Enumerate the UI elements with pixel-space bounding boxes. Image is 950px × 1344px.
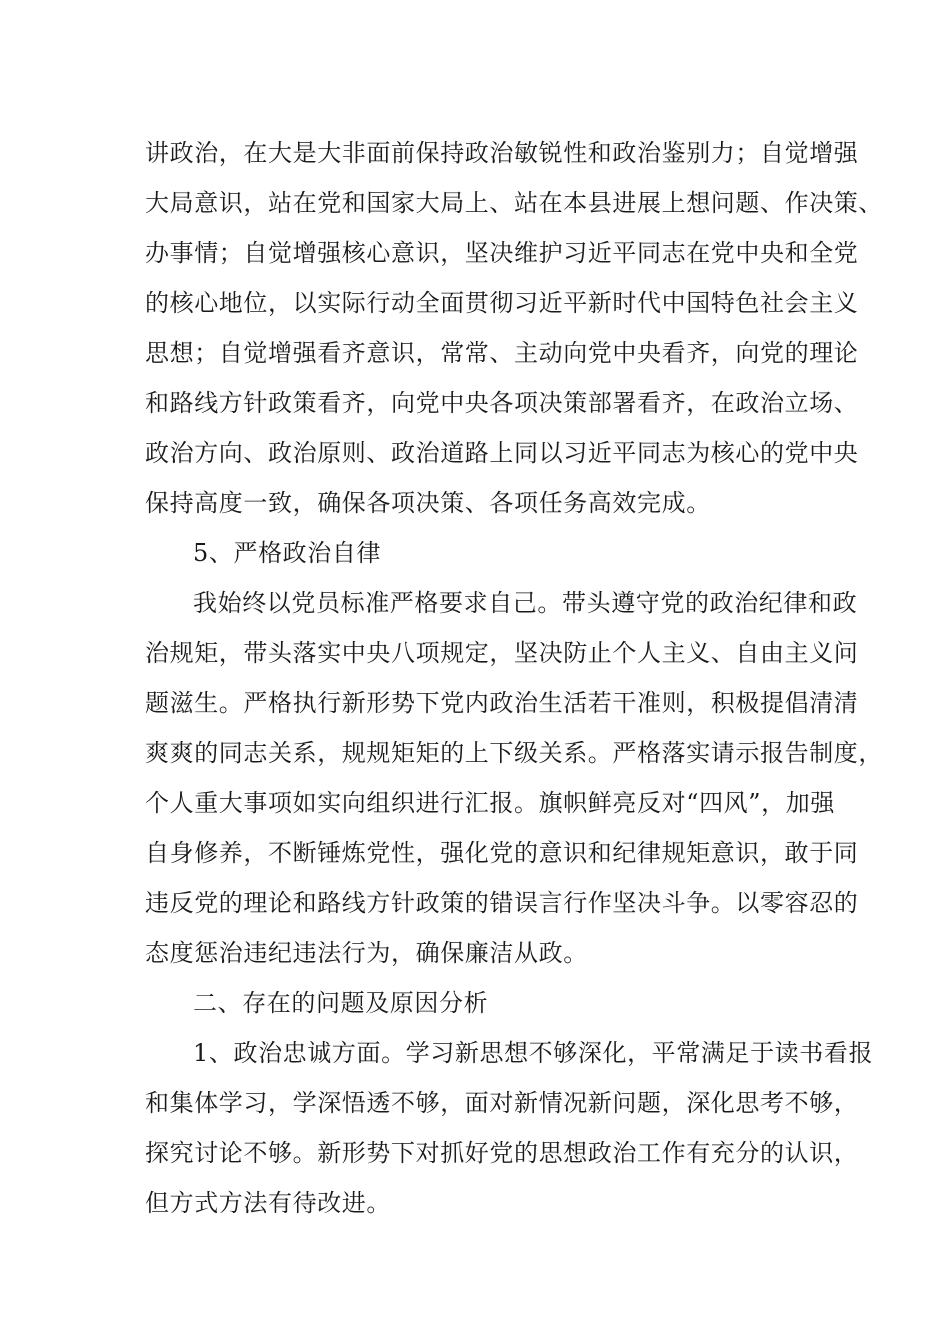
paragraph-line: 政治方向、政治原则、政治道路上同以习近平同志为核心的党中央 (145, 439, 859, 467)
paragraph-line: 治规矩，带头落实中央八项规定，坚决防止个人主义、自由主义问 (145, 639, 859, 667)
paragraph-line: 大局意识，站在党和国家大局上、站在本县进展上想问题、作决策、 (145, 189, 883, 217)
paragraph-line: 讲政治，在大是大非面前保持政治敏锐性和政治鉴别力；自觉增强 (145, 139, 859, 167)
paragraph-line: 爽爽的同志关系，规规矩矩的上下级关系。严格落实请示报告制度， (145, 739, 883, 767)
paragraph-line: 题滋生。严格执行新形势下党内政治生活若干准则，积极提倡清清 (145, 689, 859, 717)
paragraph-line: 办事情；自觉增强核心意识，坚决维护习近平同志在党中央和全党 (145, 239, 859, 267)
paragraph-line: 保持高度一致，确保各项决策、各项任务高效完成。 (145, 489, 711, 517)
paragraph-line: 自身修养，不断锤炼党性，强化党的意识和纪律规矩意识，敢于同 (145, 839, 859, 867)
paragraph-line: 我始终以党员标准严格要求自己。带头遵守党的政治纪律和政 (193, 589, 858, 617)
paragraph-line: 态度惩治违纪违法行为，确保廉洁从政。 (145, 939, 588, 967)
paragraph-line: 但方式方法有待改进。 (145, 1189, 391, 1217)
section-heading: 5、严格政治自律 (193, 539, 382, 567)
paragraph-line: 违反党的理论和路线方针政策的错误言行作坚决斗争。以零容忍的 (145, 889, 859, 917)
paragraph-line: 1、政治忠诚方面。学习新思想不够深化，平常满足于读书看报 (193, 1039, 874, 1067)
paragraph-line: 探究讨论不够。新形势下对抓好党的思想政治工作有充分的认识， (145, 1139, 859, 1167)
paragraph-line: 的核心地位，以实际行动全面贯彻习近平新时代中国特色社会主义 (145, 289, 859, 317)
paragraph-line: 和集体学习，学深悟透不够，面对新情况新问题，深化思考不够， (145, 1089, 859, 1117)
paragraph-line: 思想；自觉增强看齐意识，常常、主动向党中央看齐，向党的理论 (145, 339, 859, 367)
section-heading: 二、存在的问题及原因分析 (193, 989, 489, 1017)
paragraph-line: 和路线方针政策看齐，向党中央各项决策部署看齐，在政治立场、 (145, 389, 859, 417)
paragraph-line: 个人重大事项如实向组织进行汇报。旗帜鲜亮反对“四风”，加强 (145, 789, 835, 817)
